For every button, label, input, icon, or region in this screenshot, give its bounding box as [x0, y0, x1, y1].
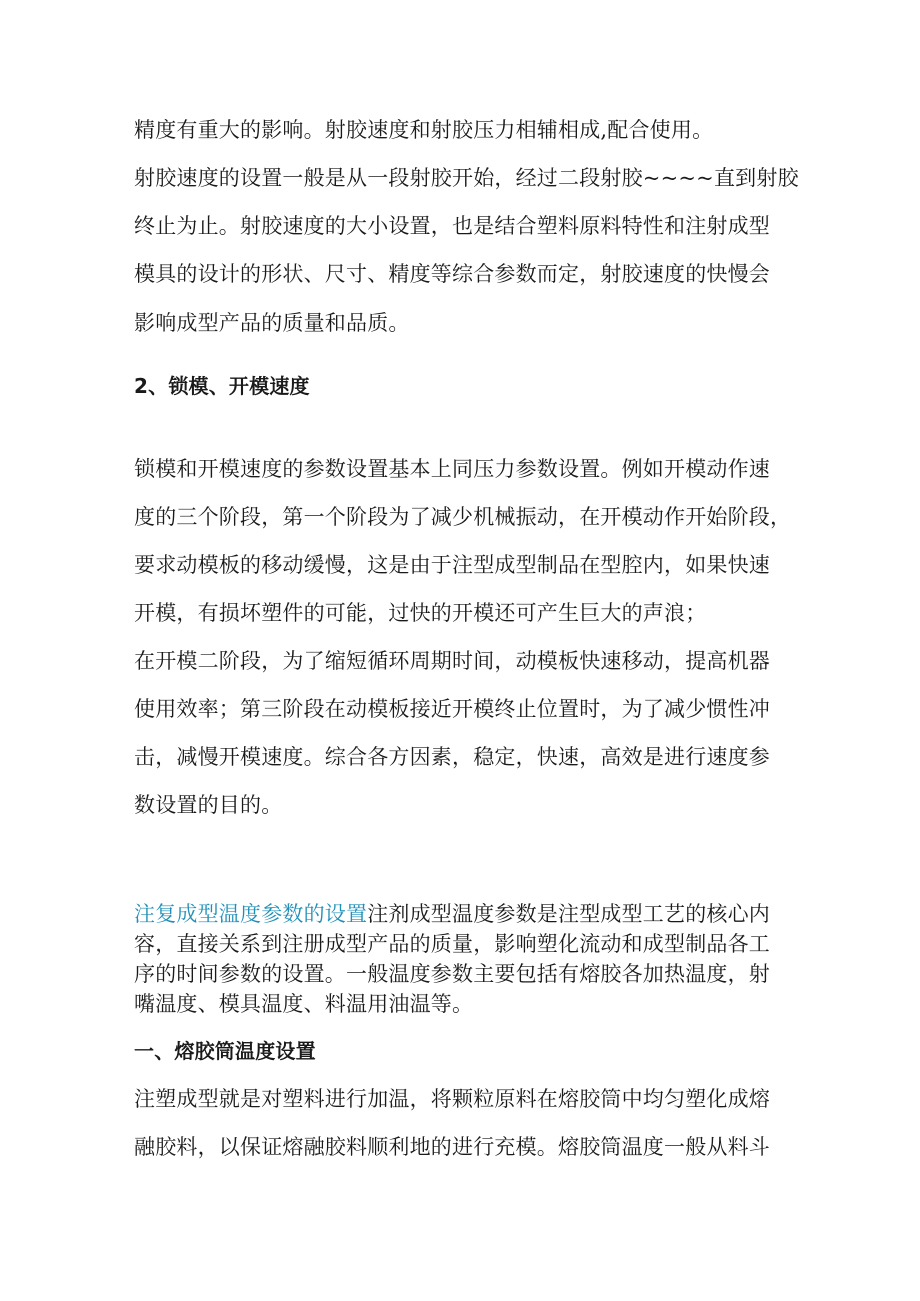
paragraph-3-line-1 — [134, 900, 770, 928]
paragraph-2-line-1: 锁模和开模速度的参数设置基本上同压力参数设置。例如开模动作速 — [134, 457, 770, 481]
paragraph-2-line-2: 度的三个阶段，第一个阶段为了减少机械振动，在开模动作开始阶段， — [134, 505, 792, 529]
paragraph-3-line-3: 序的时间参数的设置。一般温度参数主要包括有熔胶各加热温度，射 — [134, 962, 770, 986]
paragraph-3-line-1-rest: 注剂成型温度参数是注型成型工艺的核心内 — [367, 902, 771, 926]
paragraph-3-line-2: 容，直接关系到注册成型产品的质量，影响塑化流动和成型制品各工 — [134, 932, 770, 956]
highlighted-title: 注复成型温度参数的设置 — [134, 902, 368, 926]
section-heading-3: 一、熔胶筒温度设置 — [134, 1039, 316, 1063]
paragraph-1-line-1: 精度有重大的影响。射胶速度和射胶压力相辅相成,配合使用。 — [134, 118, 714, 142]
paragraph-3-line-4: 嘴温度、模具温度、料温用油温等。 — [134, 992, 474, 1016]
paragraph-2-line-7: 击，减慢开模速度。综合各方因素，稳定，快速，高效是进行速度参 — [134, 745, 770, 769]
paragraph-2-line-3: 要求动模板的移动缓慢，这是由于注型成型制品在型腔内，如果快速 — [134, 553, 770, 577]
paragraph-4-line-1: 注塑成型就是对塑料进行加温，将颗粒原料在熔胶筒中均匀塑化成熔 — [134, 1087, 770, 1111]
paragraph-1-line-3: 终止为止。射胶速度的大小设置，也是结合塑料原料特性和注射成型 — [134, 214, 770, 238]
paragraph-2-line-5: 在开模二阶段，为了缩短循环周期时间，动模板快速移动，提高机器 — [134, 649, 770, 673]
paragraph-1-line-2: 射胶速度的设置一般是从一段射胶开始，经过二段射胶~~~~直到射胶 — [134, 166, 799, 190]
paragraph-2-line-8: 数设置的目的。 — [134, 793, 283, 817]
paragraph-2-line-4: 开模，有损坏塑件的可能，过快的开模还可产生巨大的声浪； — [134, 601, 707, 625]
section-heading-2: 2、锁模、开模速度 — [134, 374, 310, 398]
paragraph-1-line-5: 影响成型产品的质量和品质。 — [134, 311, 410, 335]
paragraph-2-line-6: 使用效率；第三阶段在动模板接近开模终止位置时，为了减少惯性冲 — [134, 697, 770, 721]
paragraph-4-line-2: 融胶料，以保证熔融胶料顺利地的进行充模。熔胶筒温度一般从料斗 — [134, 1135, 770, 1159]
paragraph-1-line-4: 模具的设计的形状、尺寸、精度等综合参数而定，射胶速度的快慢会 — [134, 262, 770, 286]
